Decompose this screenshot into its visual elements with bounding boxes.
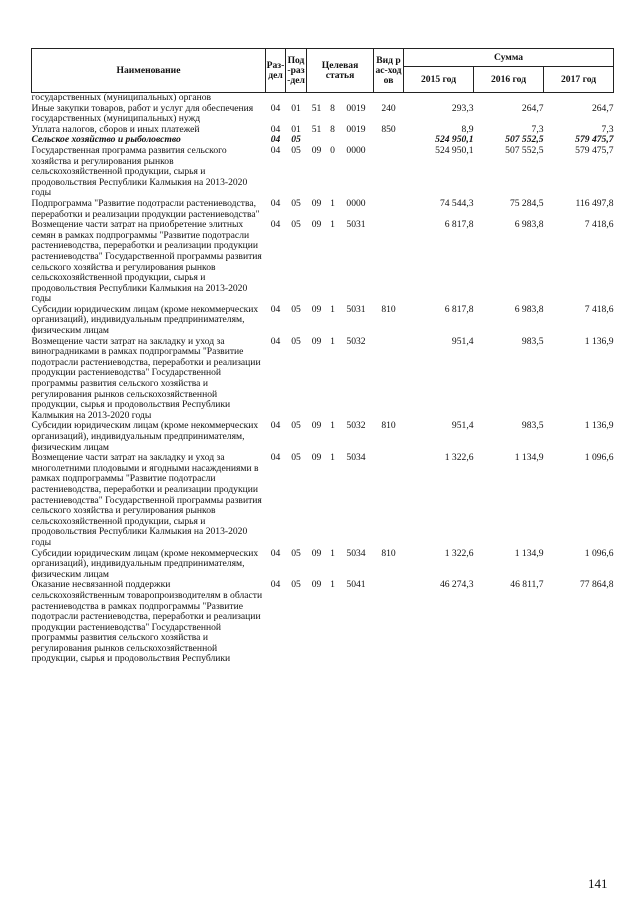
column-header-name: Наименование [32,49,266,93]
table-row [32,93,614,104]
row-name: Подпрограмма "Развитие подотрасли растениеводства, переработки и реализации продукции растениеводства" [31,197,260,220]
row-target-subprogram: 1 [330,303,335,315]
row-amount-2017: 264,7 [591,102,614,114]
row-vid [374,580,404,665]
row-amount-2017: 7,3 [601,123,614,135]
row-amount-2015: 293,3 [451,102,474,114]
row-amount-2015: 524 950,1 [435,134,474,146]
row-amount-2017 [544,93,614,104]
row-target-program: 09 [311,219,322,231]
row-target-program: 51 [311,102,322,114]
row-amount-2015 [404,93,474,104]
row-amount-2016: 507 552,5 [505,134,544,146]
column-header-target: Целевая статья [307,49,374,93]
row-podrazdel: 05 [291,144,301,156]
row-target-subprogram: 0 [330,144,335,156]
row-razdel: 04 [270,335,281,347]
table-row [32,220,614,305]
row-razdel: 04 [270,144,281,156]
row-amount-2017: 7 418,6 [584,303,614,315]
row-amount-2016: 75 284,5 [509,197,544,209]
row-amount-2016: 46 811,7 [510,579,544,591]
row-amount-2017: 579 475,7 [575,134,614,146]
row-amount-2015: 74 544,3 [439,197,474,209]
row-amount-2016: 7,3 [531,123,544,135]
row-vid [374,337,404,422]
budget-table [31,48,614,665]
row-target-subprogram: 8 [330,123,335,135]
row-amount-2015: 46 274,3 [439,579,474,591]
row-name: Субсидии юридическим лицам (кроме некоммерческих организаций), индивидуальным предпринимателям, физическим лицам [31,420,259,453]
row-razdel: 04 [270,452,281,464]
row-razdel: 04 [270,303,281,315]
row-target-subprogram: 1 [330,420,335,432]
row-vid: 810 [381,547,396,559]
row-amount-2017: 1 136,9 [584,335,614,347]
row-target-code: 5031 [346,303,366,315]
row-vid [374,146,404,199]
row-target-code: 5034 [346,452,366,464]
row-podrazdel: 05 [291,134,301,146]
row-target-subprogram: 1 [330,547,335,559]
row-podrazdel: 05 [291,452,301,464]
page-number: 141 [588,876,608,891]
row-target-code: 5034 [346,547,366,559]
row-target-subprogram: 1 [330,452,335,464]
row-vid [374,135,404,146]
row-podrazdel: 05 [291,197,301,209]
row-amount-2017: 7 418,6 [584,219,614,231]
row-amount-2017: 116 497,8 [575,197,614,209]
row-target-program: 51 [311,123,322,135]
row-target-code: 0000 [346,197,366,209]
row-amount-2015: 951,4 [451,335,474,347]
row-amount-2017: 1 136,9 [584,420,614,432]
row-name: Возмещение части затрат на приобретение элитных семян в рамках подпрограммы "Развитие подотрасли растениеводства, переработки и реализации продукции растениеводства" Государственной программы развития сельского хозяйства и регулирования рынков сельскохозяйственной продукции, сырья и продовольствия Республики Калмыкия на 2013-2020 годы [31,219,262,305]
row-target-subprogram: 1 [330,579,335,591]
row-amount-2016: 507 552,5 [505,144,544,156]
row-target-program [307,93,327,104]
row-podrazdel: 01 [291,123,301,135]
header-row [32,49,614,67]
row-target-code: 5032 [346,420,366,432]
row-razdel: 04 [270,102,281,114]
table-row [32,421,614,453]
row-vid [374,220,404,305]
row-razdel: 04 [270,219,281,231]
column-header-razdel: Раз-дел [266,49,286,93]
row-target-program: 09 [311,335,322,347]
row-razdel [266,93,286,104]
row-amount-2016: 6 983,8 [514,303,544,315]
column-header-podrazdel: Под-раз-дел [286,49,307,93]
table-row [32,549,614,581]
row-target-program: 09 [311,452,322,464]
row-amount-2017: 1 096,6 [584,452,614,464]
row-amount-2016: 983,5 [521,420,544,432]
table-row [32,305,614,337]
row-name: Субсидии юридическим лицам (кроме некоммерческих организаций), индивидуальным предпринимателям, физическим лицам [31,547,259,580]
row-podrazdel: 05 [291,219,301,231]
table-row [32,337,614,422]
row-amount-2015: 6 817,8 [444,219,474,231]
row-target-program: 09 [311,420,322,432]
column-header-year: 2017 год [544,67,614,93]
table-row [32,104,614,125]
row-amount-2016: 264,7 [521,102,544,114]
column-header-year: 2015 год [404,67,474,93]
row-name: государственных (муниципальных) органов [31,92,212,103]
row-vid: 810 [381,420,396,432]
row-target-code: 0019 [346,102,366,114]
row-amount-2015: 6 817,8 [444,303,474,315]
row-amount-2016: 983,5 [521,335,544,347]
row-razdel: 04 [270,134,281,146]
table-row [32,146,614,199]
row-amount-2017: 77 864,8 [579,579,614,591]
column-header-year: 2016 год [474,67,544,93]
row-amount-2017: 579 475,7 [575,144,614,156]
row-razdel: 04 [270,123,281,135]
row-vid: 810 [381,303,396,315]
row-amount-2015: 8,9 [461,123,474,135]
row-target-code: 5031 [346,219,366,231]
row-razdel: 04 [270,579,281,591]
row-name: Уплата налогов, сборов и иных платежей [31,123,200,135]
row-podrazdel: 05 [291,547,301,559]
row-amount-2015: 951,4 [451,420,474,432]
row-target-code [339,93,374,104]
table-row [32,453,614,548]
row-vid: 850 [381,123,396,135]
budget-document [31,48,613,665]
row-target-subprogram: 1 [330,219,335,231]
row-amount-2016 [474,93,544,104]
row-podrazdel: 05 [291,303,301,315]
row-target-subprogram: 8 [330,102,335,114]
row-podrazdel: 05 [291,335,301,347]
row-razdel: 04 [270,420,281,432]
row-amount-2015: 1 322,6 [444,452,474,464]
row-razdel: 04 [270,197,281,209]
table-row [32,199,614,220]
row-amount-2015: 524 950,1 [435,144,474,156]
row-amount-2015: 1 322,6 [444,547,474,559]
row-amount-2016: 1 134,9 [514,452,544,464]
row-amount-2016: 6 983,8 [514,219,544,231]
row-vid: 240 [381,102,396,114]
row-name: Возмещение части затрат на закладку и уход за многолетними плодовыми и ягодными насаждениями в рамках подпрограммы "Развитие подотрасли растениеводства, переработки и реализации продукции растениеводства" Государственной программы развития сельского хозяйства и регулирования рынков сельскохозяйственной продукции, сырья и продовольствия Республики Калмыкия на 2013-2020 годы [31,452,262,548]
table-row [32,580,614,665]
row-target-code: 0000 [346,144,366,156]
row-name: Сельское хозяйство и рыболовство [31,134,181,146]
row-podrazdel: 05 [291,420,301,432]
row-target-code: 0019 [346,123,366,135]
column-header-summa: Сумма [404,49,614,67]
row-podrazdel [286,93,307,104]
row-target-subprogram: 1 [330,197,335,209]
row-target-program: 09 [311,579,322,591]
row-name: Государственная программа развития сельского хозяйства и регулирования рынков сельскохозяйственной продукции, сырья и продовольствия Республики Калмыкия на 2013-2020 годы [31,144,248,199]
row-target-subprogram: 1 [330,335,335,347]
column-header-vid: Вид рас-ходов [374,49,404,93]
row-target-program: 09 [311,197,322,209]
row-amount-2016: 1 134,9 [514,547,544,559]
row-name: Субсидии юридическим лицам (кроме некоммерческих организаций), индивидуальным предпринимателям, физическим лицам [31,303,259,337]
row-target-program: 09 [311,303,322,315]
row-vid [374,199,404,220]
row-target-program: 09 [311,144,322,156]
row-podrazdel: 01 [291,102,301,114]
row-target-code: 5032 [346,335,366,347]
row-target-code: 5041 [346,579,366,591]
row-razdel: 04 [270,547,281,559]
row-name: Возмещение части затрат на закладку и уход за виноградниками в рамках подпрограммы "Развитие подотрасли растениеводства, переработки и реализации продукции растениеводства" Государственной программы развития сельского хозяйства и регулирования рынков сельскохозяйственной продукции, сырья и продовольствия Республики Калмыкия на 2013-2020 годы [31,335,261,421]
row-name: Иные закупки товаров, работ и услуг для обеспечения государственных (муниципальных) нужд [31,102,254,125]
row-vid [374,453,404,548]
row-amount-2017: 1 096,6 [584,547,614,559]
row-vid [374,93,404,104]
row-name: Оказание несвязанной поддержки сельскохозяйственным товаропроизводителям в области растениеводства в рамках подпрограммы "Развитие подотрасли растениеводства, переработки и реализации продукции растениеводства" Государственной программы развития сельского хозяйства и регулирования рынков сельскохозяйственной продукции, сырья и продовольствия Республики [31,579,263,665]
row-target-program: 09 [311,547,322,559]
row-target-subprogram [327,93,339,104]
row-podrazdel: 05 [291,579,301,591]
